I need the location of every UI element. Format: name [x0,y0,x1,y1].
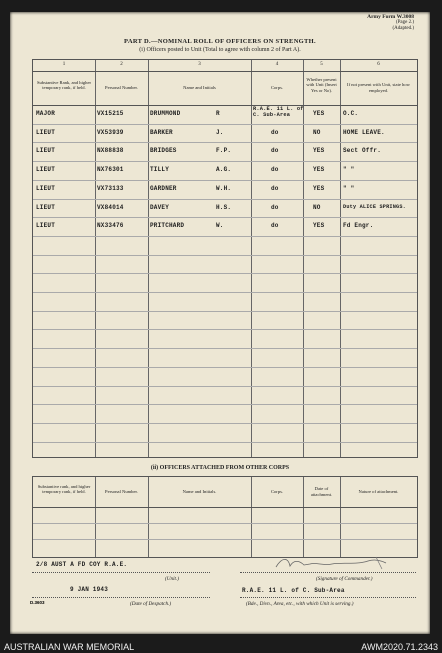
cell-present: YES [313,110,325,117]
cell-initials: W. [216,222,224,230]
despatch-date-label: (Date of Despatch.) [130,601,172,607]
column-divider [148,477,149,557]
column-number: 3 [198,62,201,67]
form-number-block [367,14,414,32]
date-line [32,597,210,598]
section-attached-title: (ii) OFFICERS ATTACHED FROM OTHER CORPS [150,465,290,471]
cell-initials: J. [216,128,224,136]
row-rule [33,255,417,256]
cell-name: PRITCHARD [150,222,185,230]
row-rule [33,199,417,200]
column-divider [95,60,96,457]
cell-name: DRUMMOND [150,110,181,117]
cell-employed: HOME LEAVE. [343,128,385,136]
cell-present: YES [313,184,325,192]
row-rule [33,311,417,312]
column-divider [303,477,304,557]
form-number: Army Form W.3008 [367,14,414,20]
cell-corps: do [271,128,279,136]
column-header: Personal Number. [105,85,138,91]
row-rule [33,367,417,368]
row-rule [33,180,417,181]
row-rule [33,539,417,540]
cell-name: DAVEY [150,203,170,211]
cell-initials: H.S. [216,203,232,211]
cell-name: BARKER [150,128,173,136]
row-rule [33,292,417,293]
officers-posted-table [32,59,418,458]
row-rule [33,523,417,524]
row-rule [33,386,417,387]
column-number: 2 [120,62,123,67]
form-page: (Page 2.) [395,20,414,25]
cell-employed: Duty ALICE SPRINGS. [343,203,406,210]
cell-corps: R.A.E. 11 L. of C. Sub-Area [253,106,304,118]
cell-initials: R [216,110,220,117]
cell-name: TILLY [150,166,170,174]
cell-rank: LIEUT [36,203,56,211]
officers-attached-table [32,476,418,558]
cell-corps: do [271,147,279,155]
cell-present: YES [313,222,325,230]
row-rule [33,217,417,218]
cell-initials: F.P. [216,147,232,155]
column-divider [340,477,341,557]
cell-employed: " " [343,184,355,192]
cell-present: YES [313,166,325,174]
cell-name: BRIDGES [150,147,177,155]
row-rule [33,142,417,143]
column-number: 6 [377,62,380,67]
cell-number: NX33476 [97,222,124,230]
column-header: Name and Initials [183,85,216,91]
row-rule [33,161,417,162]
location-line [240,597,416,598]
cell-number: VX53939 [97,128,124,136]
column-number: 4 [275,62,279,67]
column-divider [251,60,252,457]
column-divider [95,477,96,557]
part-title: PART D.—NOMINAL ROLL OF OFFICERS ON STRENGTH. [124,38,316,45]
row-rule [33,329,417,330]
cell-present: YES [313,147,325,155]
cell-rank: LIEUT [36,166,56,174]
cell-corps: do [271,166,279,174]
cell-employed: Sect Offr. [343,147,382,155]
row-rule [33,442,417,443]
signature-line [240,572,416,573]
cell-rank: LIEUT [36,184,56,192]
serving-location-label: (Bde., Divn., Area, etc., with which Unit is serving.) [246,601,354,607]
caption-accession: AWM2020.71.2343 [361,642,438,652]
column-header: Whether present with Unit (Insert Yes or No). [306,76,337,93]
row-rule [33,124,417,125]
form-adapted: (Adapted.) [392,26,414,31]
cell-present: NO [313,128,321,136]
row-rule [33,423,417,424]
row-rule [33,273,417,274]
unit-value: 2/8 AUST A FD COY R.A.E. [36,561,128,568]
column-header: Substantive rank, and higher temporary rank, if held. [37,483,91,495]
document-page [10,12,430,634]
column-divider [340,60,341,457]
cell-number: VX73133 [97,184,124,192]
column-number: 5 [320,62,323,67]
cell-name: GARDNER [150,184,177,192]
cell-corps: do [271,222,279,230]
row-rule [33,404,417,405]
commander-signature [272,553,392,573]
part-subtitle: (i) Officers posted to Unit (Total to agree with column 2 of Part A). [139,47,301,53]
column-header: Substantive Rank, and higher temporary rank, if held. [36,79,92,91]
cell-rank: LIEUT [36,128,56,136]
column-divider [303,60,304,457]
cell-employed: O.C. [343,110,359,117]
column-header: If not present with Unit, state how employed. [347,82,410,93]
cell-employed: " " [343,166,355,174]
signature-label: (Signature of Commander.) [316,576,373,582]
cell-initials: W.H. [216,184,232,192]
cell-number: NX76301 [97,166,124,174]
header-divider [33,71,417,72]
column-header: Name and Initials. [182,489,217,495]
cell-rank: LIEUT [36,222,56,230]
cell-number: VX15215 [97,110,124,117]
column-divider [148,60,149,457]
cell-corps: do [271,203,279,211]
form-code: D.3603 [30,600,45,605]
cell-rank: MAJOR [36,110,56,117]
cell-corps: do [271,184,279,192]
column-number: 1 [62,62,66,67]
column-header: Personal Number. [105,489,138,495]
unit-line [32,572,210,573]
header-divider [33,507,417,508]
column-header: Corps. [270,489,284,495]
column-header: Nature of attachment. [358,489,399,495]
unit-label: (Unit.) [165,576,179,582]
row-rule [33,236,417,237]
header-divider [33,105,417,106]
cell-employed: Fd Engr. [343,222,374,230]
cell-number: VX84014 [97,203,124,211]
column-header: Date of attachment. [310,486,333,497]
cell-present: NO [313,203,321,211]
cell-rank: LIEUT [36,147,56,155]
cell-number: NX88838 [97,147,124,155]
column-divider [251,477,252,557]
serving-location-value: R.A.E. 11 L. of C. Sub-Area [242,587,345,594]
cell-initials: A.G. [216,166,232,174]
despatch-date-value: 9 JAN 1943 [70,586,109,593]
row-rule [33,348,417,349]
column-header: Corps. [270,85,284,91]
caption-institution: AUSTRALIAN WAR MEMORIAL [4,642,135,652]
